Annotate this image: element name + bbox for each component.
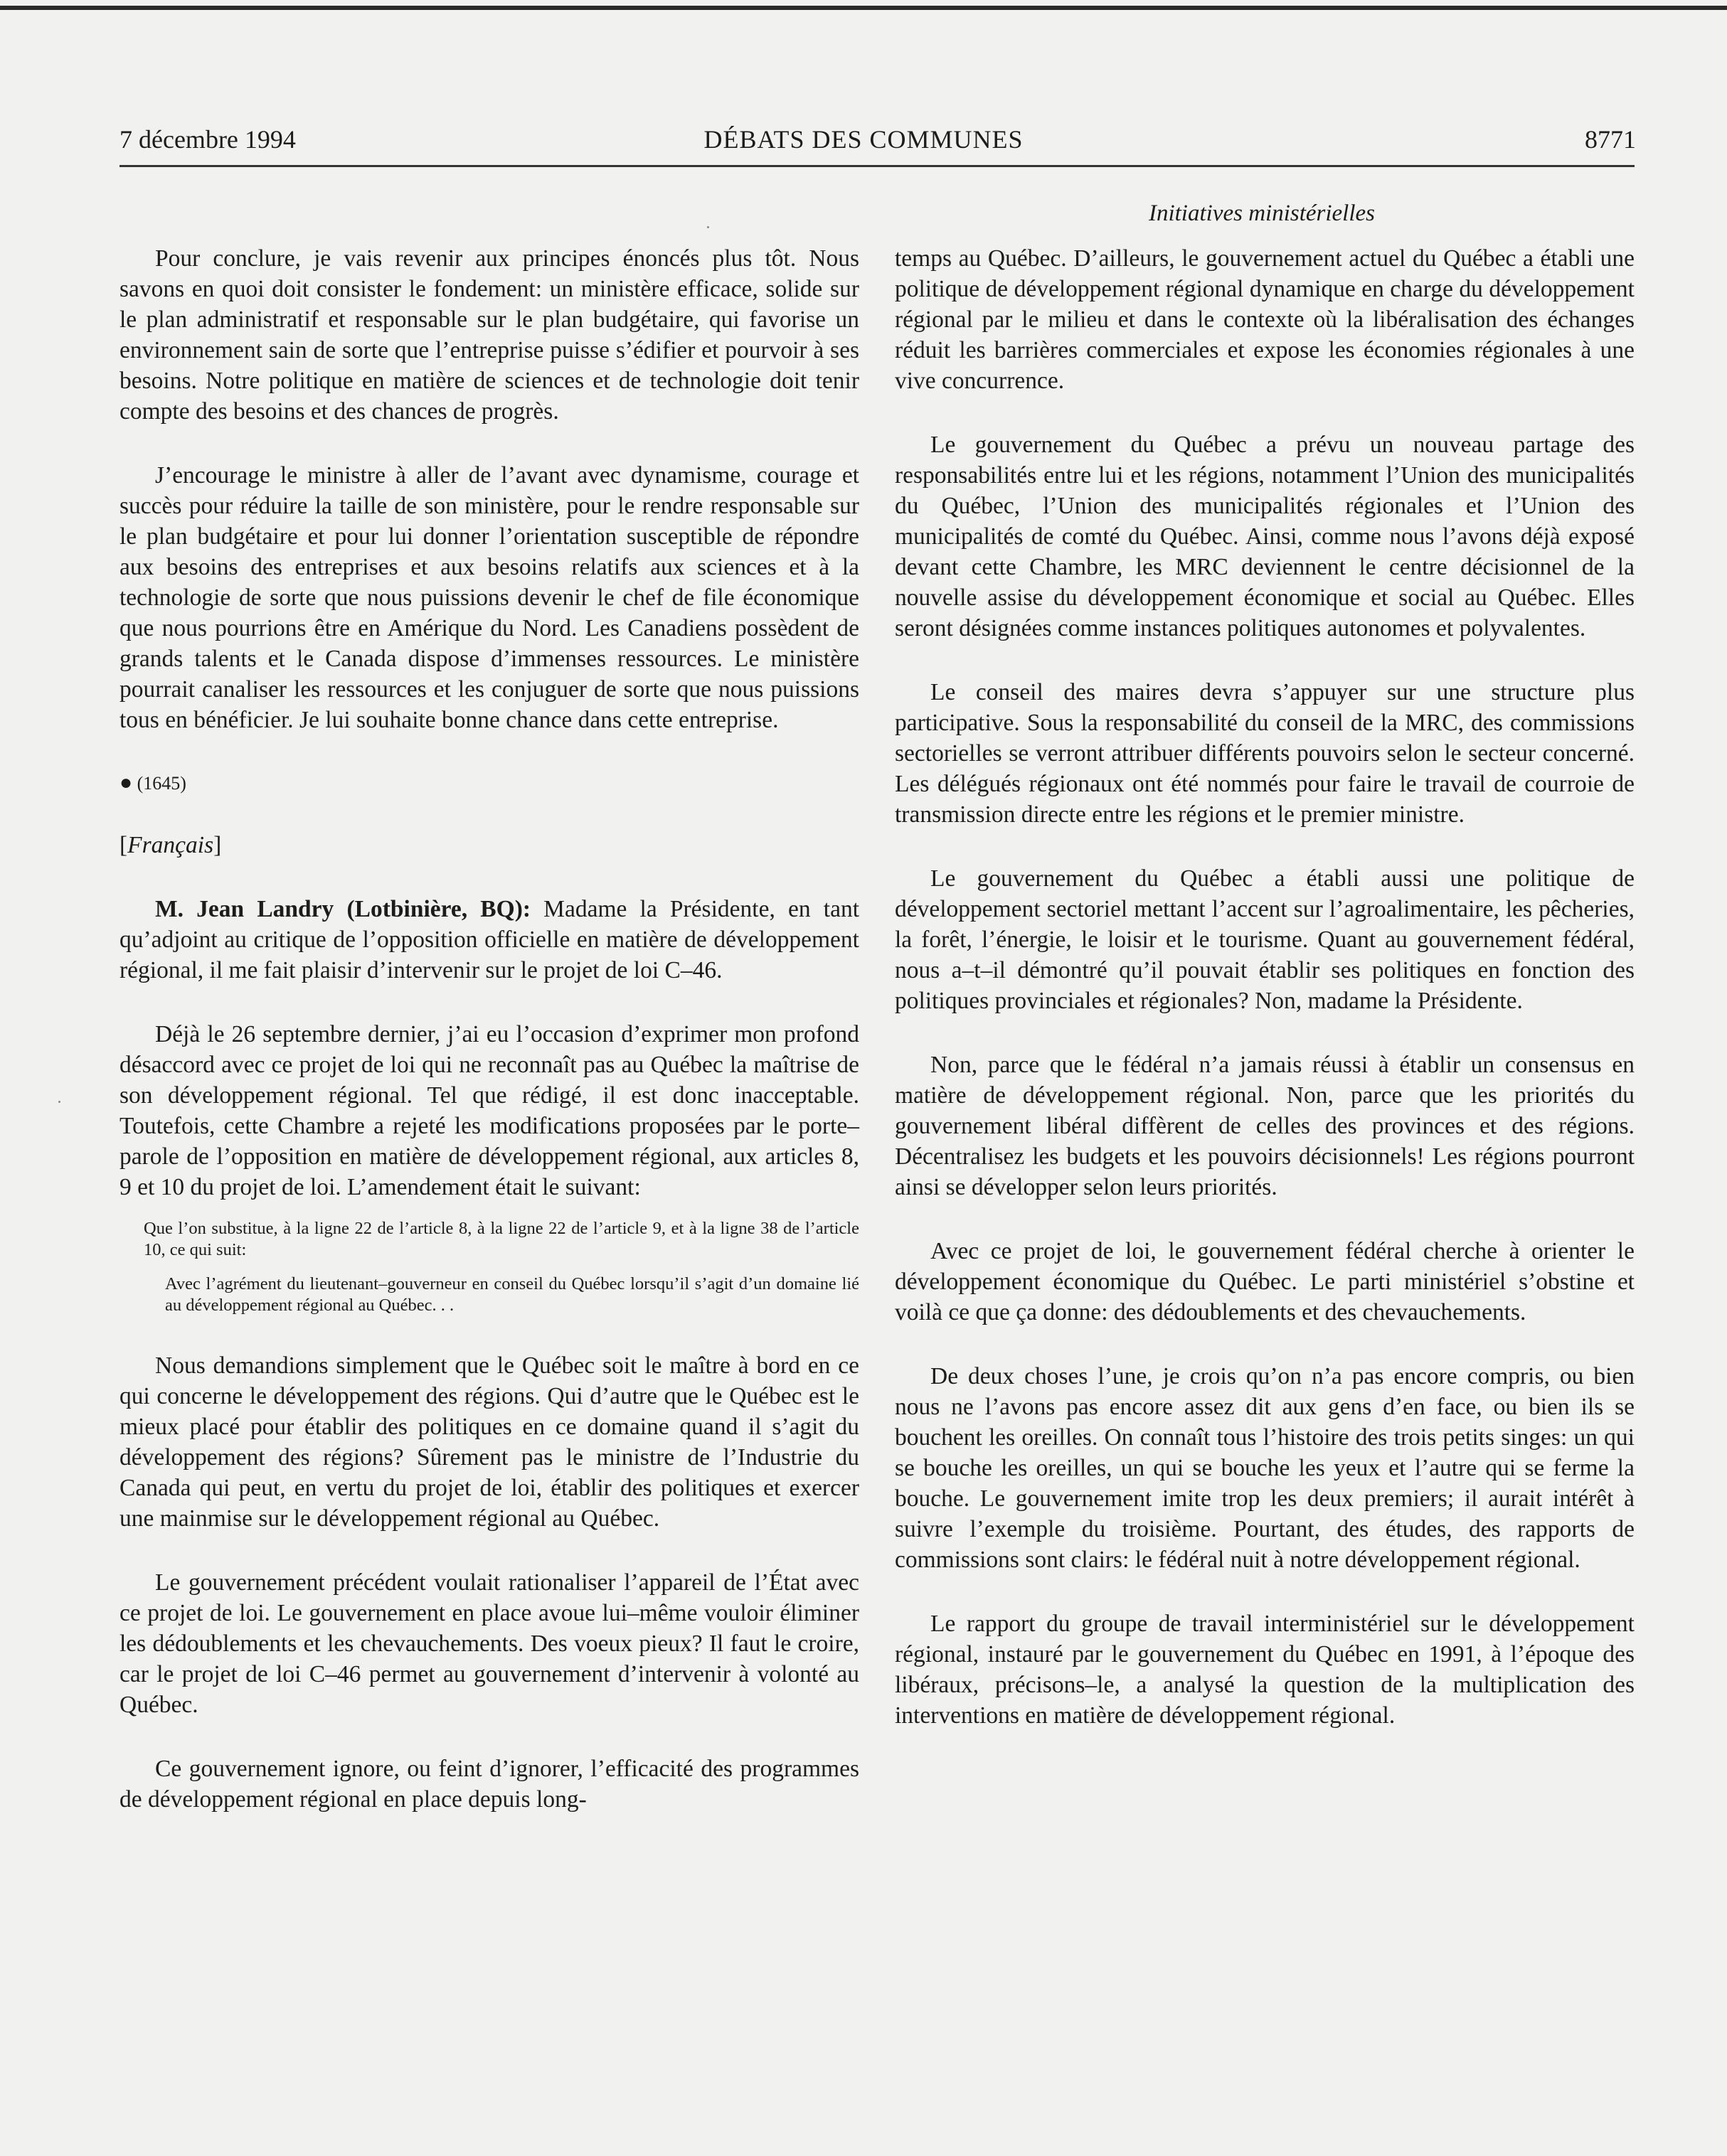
paragraph: Le gouvernement du Québec a établi aussi une politique de développement sectoriel mettant l’accent sur l’agroalimentaire, les pêcheries, la forêt, l’énergie, le loisir et le tourisme. Quant au gouvernement fédéral, nous a–t–il démontré qu’il pouvait établir ses politiques en fonction des politiques provinciales et régionales? Non, madame la Présidente. <box>895 865 1635 1014</box>
paragraph: Non, parce que le fédéral n’a jamais réussi à établir un consensus en matière de développement régional. Non, parce que les priorités du gouvernement libéral diffèrent de celles des provinces et des régions. Décentralisez les budgets et les pouvoirs décisionnels! Les régions pourront ainsi se développer selon leurs priorités. <box>895 1052 1635 1200</box>
header-divider <box>119 165 1635 167</box>
header-date: 7 décembre 1994 <box>119 125 296 154</box>
time-marker-text: (1645) <box>137 773 186 794</box>
speaker-name: M. Jean Landry (Lotbinière, BQ): <box>155 896 531 922</box>
paragraph: Avec ce projet de loi, le gouvernement fédéral cherche à orienter le développement économique du Québec. Le parti ministériel s’obstine et voilà ce que ça donne: des dédoublements et des chevauchements. <box>895 1238 1635 1325</box>
header-page-number: 8771 <box>1585 125 1636 154</box>
header-title: DÉBATS DES COMMUNES <box>703 125 1024 154</box>
language-label: [Français] <box>119 832 222 858</box>
top-border <box>0 6 1727 10</box>
speaker-paragraph <box>119 894 859 986</box>
paragraph: Nous demandions simplement que le Québec soit le maître à bord en ce qui concerne le développement des régions. Qui d’autre que le Québec est le mieux placé pour établir des politiques en ce domaine quand il s’agit du développement des régions? Sûrement pas le ministre de l’Industrie du Canada qui peut, en vertu du projet de loi, établir des politiques et exercer une mainmise sur le développement régional au Québec. <box>119 1352 859 1532</box>
speaker-text: Madame la Présidente, en tant qu’adjoint au critique de l’opposition officielle en matière de développement régional, il me fait plaisir d’intervenir sur le projet de loi C–46. <box>119 896 859 983</box>
scan-speck <box>58 1101 60 1103</box>
paragraph: De deux choses l’une, je crois qu’on n’a pas encore compris, ou bien nous ne l’avons pas encore assez dit aux gens d’en face, ou bien ils se bouchent les oreilles. On connaît tous l’histoire des trois petits singes: un qui se bouche les oreilles, un qui se bouche les yeux et l’autre qui se ferme la bouche. Le gouvernement imite trop les deux premiers; il aurait intérêt à suivre l’exemple du troisième. Pourtant, des études, des rapports de commissions sont clairs: le fédéral nuit à notre développement régional. <box>895 1363 1635 1573</box>
paragraph: Pour conclure, je vais revenir aux principes énoncés plus tôt. Nous savons en quoi doit consister le fondement: un ministère efficace, solide sur le plan administratif et responsable sur le plan budgétaire, qui favorise un environnement sain de sorte que l’entreprise puisse s’édifier et pourvoir à ses besoins. Notre politique en matière de sciences et de technologie doit tenir compte des besoins et des chances de progrès. <box>119 245 859 425</box>
right-column <box>895 243 1635 1731</box>
paragraph: Le gouvernement précédent voulait rationaliser l’appareil de l’État avec ce projet de loi. Le gouvernement en place avoue lui–même vouloir éliminer les dédoublements et les chevauchements. Des voeux pieux? Il faut le croire, car le projet de loi C–46 permet au gouvernement d’intervenir à volonté au Québec. <box>119 1569 859 1718</box>
paragraph: J’encourage le ministre à aller de l’avant avec dynamisme, courage et succès pour réduire la taille de son ministère, pour le rendre responsable sur le plan budgétaire et pour lui donner l’orientation susceptible de répondre aux besoins des entreprises et aux besoins relatifs aux sciences et à la technologie de sorte que nous puissions devenir le chef de file économique que nous pourrions être en Amérique du Nord. Les Canadiens possèdent de grands talents et le Canada dispose d’immenses ressources. Le ministère pourrait canaliser les ressources et les conjuguer de sorte que nous puissions tous en bénéficier. Je lui souhaite bonne chance dans cette entreprise. <box>119 462 859 733</box>
paragraph: Déjà le 26 septembre dernier, j’ai eu l’occasion d’exprimer mon profond désaccord avec ce projet de loi qui ne reconnaît pas au Québec la maîtrise de son développement régional. Tel que rédigé, il est donc inacceptable. Toutefois, cette Chambre a rejeté les modifications proposées par le porte–parole de l’opposition en matière de développement régional, aux articles 8, 9 et 10 du projet de loi. L’amendement était le suivant: <box>119 1021 859 1200</box>
paragraph: Le conseil des maires devra s’appuyer sur une structure plus participative. Sous la responsabilité du conseil de la MRC, des commissions sectorielles se verront attribuer différents pouvoirs selon le secteur concerné. Les délégués régionaux ont été nommés pour faire le travail de courroie de transmission directe entre les régions et le premier ministre. <box>895 679 1635 828</box>
block-quote: Que l’on substitue, à la ligne 22 de l’article 8, à la ligne 22 de l’article 9, et à la ligne 38 de l’article 10, ce qui suit: <box>144 1219 859 1259</box>
left-column <box>119 243 859 1815</box>
time-marker <box>119 769 859 798</box>
paragraph: temps au Québec. D’ailleurs, le gouvernement actuel du Québec a établi une politique de développement régional dynamique en charge du développement régional par le milieu et dans le contexte où la libéralisation des échanges réduit les barrières commerciales et expose les économies régionales à une vive concurrence. <box>895 245 1635 394</box>
block-quote: Avec l’agrément du lieutenant–gouverneur en conseil du Québec lorsqu’il s’agit d’un domaine lié au développement régional au Québec. . . <box>165 1274 859 1315</box>
paragraph: Ce gouvernement ignore, ou feint d’ignorer, l’efficacité des programmes de développement régional en place depuis long- <box>119 1756 859 1813</box>
scan-speck <box>707 226 709 228</box>
section-label: Initiatives ministérielles <box>1148 201 1376 226</box>
language-label-text: Français <box>127 832 214 858</box>
bullet-icon: ● <box>119 771 133 794</box>
paragraph: Le rapport du groupe de travail interministériel sur le développement régional, instauré par le gouvernement du Québec en 1991, à l’époque des libéraux, précisons–le, a analysé la question de la multiplication des interventions en matière de développement régional. <box>895 1611 1635 1729</box>
paragraph: Le gouvernement du Québec a prévu un nouveau partage des responsabilités entre lui et les régions, notamment l’Union des municipalités du Québec, l’Union des municipalités régionales et l’Union des municipalités de comté du Québec. Ainsi, comme nous l’avons déjà exposé devant cette Chambre, les MRC deviennent le centre décisionnel de la nouvelle assise du développement économique et social au Québec. Elles seront désignées comme instances politiques autonomes et polyvalentes. <box>895 432 1635 641</box>
